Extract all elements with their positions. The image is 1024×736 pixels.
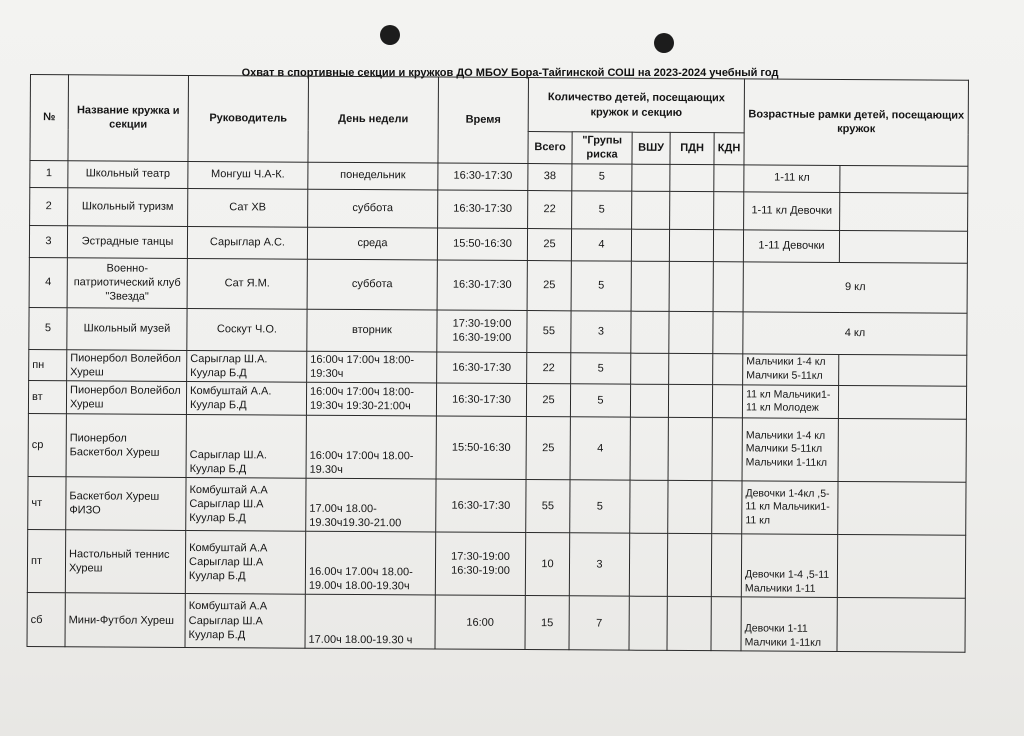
cell-extra <box>837 598 965 653</box>
cell-name: Пионербол Волейбол Хуреш <box>67 349 187 381</box>
cell-pdn <box>669 353 713 385</box>
cell-leader: Сарыглар Ш.А. Куулар Б.Д <box>187 350 307 382</box>
table-row <box>29 257 967 313</box>
cell-kdn <box>711 597 741 651</box>
cell-day: суббота <box>308 189 438 228</box>
cell-time: 17:30-19:00 16:30-19:00 <box>437 310 527 353</box>
cell-extra <box>837 535 965 599</box>
cell-age: Девочки 1-11 Малчики 1-11кл <box>741 597 837 652</box>
cell-name: Школьный туризм <box>68 187 188 226</box>
cell-vshu <box>631 229 669 261</box>
cell-name: Эстрадные танцы <box>67 225 187 258</box>
table-row <box>28 414 966 483</box>
header-total: Всего <box>528 132 572 164</box>
header-day: День недели <box>308 76 439 162</box>
cell-name: Школьный театр <box>68 160 188 188</box>
cell-num: ср <box>28 414 66 477</box>
cell-day: 16:00ч 17:00ч 18:00-19:30ч 19:30-21:00ч <box>306 382 436 416</box>
header-kdn: КДН <box>714 133 744 165</box>
header-vshu: ВШУ <box>632 132 670 164</box>
cell-vshu <box>631 353 669 385</box>
cell-leader: Сат ХВ <box>188 188 308 227</box>
cell-pdn <box>668 385 712 418</box>
cell-leader: Комбуштай А.А Сарыглар Ш.А Куулар Б.Д <box>185 531 305 595</box>
cell-time: 16:30-17:30 <box>436 383 526 417</box>
cell-time: 16:30-17:30 <box>438 163 528 191</box>
cell-pdn <box>669 311 713 353</box>
cell-risk: 3 <box>571 310 631 352</box>
cell-age: Мальчики 1-4 кл Малчики 5-11кл Мальчики 1-11кл <box>742 418 838 482</box>
cell-total: 22 <box>527 352 571 384</box>
cell-vshu <box>629 533 667 596</box>
cell-day: 16:00ч 17:00ч 18:00-19:30ч <box>307 351 437 383</box>
cell-day: 16.00ч 17.00ч 18.00-19.00ч 18.00-19.30ч <box>305 531 435 595</box>
cell-time: 15:50-16:30 <box>436 416 526 480</box>
cell-pdn <box>667 597 711 651</box>
cell-extra <box>839 230 967 263</box>
cell-vshu <box>631 311 669 353</box>
cell-kdn <box>713 353 743 385</box>
cell-total: 55 <box>527 310 571 352</box>
cell-risk: 5 <box>570 480 630 533</box>
cell-risk: 5 <box>572 190 632 228</box>
header-age: Возрастные рамки детей, посещающих кружок <box>744 79 969 166</box>
cell-risk: 3 <box>569 533 629 596</box>
cell-total: 25 <box>526 384 570 417</box>
cell-age: 1-11 кл <box>744 164 840 192</box>
cell-day: понедельник <box>308 162 438 190</box>
cell-vshu <box>630 480 668 533</box>
table-row <box>29 307 967 355</box>
cell-kdn <box>713 311 743 353</box>
cell-total: 10 <box>525 533 569 596</box>
cell-num: 3 <box>29 225 67 257</box>
cell-time: 16:30-17:30 <box>438 190 528 229</box>
header-pdn: ПДН <box>670 132 714 164</box>
cell-risk: 7 <box>569 596 629 650</box>
cell-kdn <box>713 229 743 261</box>
cell-age: 1-11 Девочки <box>743 229 839 262</box>
cell-time: 16:30-17:30 <box>437 352 527 384</box>
cell-age: 4 кл <box>743 311 967 354</box>
cell-kdn <box>714 191 744 229</box>
header-row <box>30 75 968 135</box>
cell-leader: Монгуш Ч.А-К. <box>188 161 308 189</box>
cell-leader: Соскут Ч.О. <box>187 308 307 351</box>
cell-extra <box>840 165 968 193</box>
cell-leader: Комбуштай А.А. Куулар Б.Д <box>186 382 306 416</box>
cell-num: 4 <box>29 257 67 307</box>
punch-hole <box>380 25 400 45</box>
cell-name: Баскетбол Хуреш ФИЗО <box>66 477 186 531</box>
header-num: № <box>30 75 69 161</box>
cell-day: среда <box>307 227 437 260</box>
cell-age: Девочки 1-4 ,5-11 Мальчики 1-11 <box>741 534 837 598</box>
cell-num: вт <box>28 381 66 414</box>
cell-day: 16:00ч 17:00ч 18.00-19.30ч <box>306 415 436 479</box>
cell-vshu <box>630 417 668 480</box>
cell-num: пн <box>29 349 67 381</box>
cell-total: 15 <box>525 596 569 650</box>
cell-name: Военно-патриотический клуб "Звезда" <box>67 257 187 308</box>
cell-total: 55 <box>526 480 570 533</box>
cell-total: 22 <box>528 190 572 228</box>
cell-pdn <box>670 164 714 191</box>
cell-extra <box>838 482 966 536</box>
cell-pdn <box>668 481 712 534</box>
cell-kdn <box>712 385 742 418</box>
cell-total: 25 <box>526 417 570 480</box>
cell-pdn <box>670 191 714 229</box>
header-count-group: Количество детей, посещающих кружок и секцию <box>528 78 744 133</box>
cell-age: Мальчики 1-4 кл Малчики 5-11кл <box>743 353 839 385</box>
cell-pdn <box>669 261 713 311</box>
cell-risk: 4 <box>570 417 630 480</box>
cell-leader: Сат Я.М. <box>187 258 307 309</box>
document-title: Охват в спортивные секции и кружков ДО МБОУ Бора-Тайгинской СОШ на 2023-2024 учебный год <box>241 67 779 79</box>
cell-age: 9 кл <box>743 261 967 312</box>
cell-vshu <box>632 191 670 229</box>
cell-num: 1 <box>30 160 68 187</box>
cell-kdn <box>714 164 744 191</box>
cell-leader: Комбуштай А.А Сарыглар Ш.А Куулар Б.Д <box>185 594 305 649</box>
cell-num: чт <box>28 477 66 530</box>
cell-extra <box>840 192 968 231</box>
cell-kdn <box>712 418 742 481</box>
cell-time: 15:50-16:30 <box>437 228 527 261</box>
cell-pdn <box>667 534 711 597</box>
cell-total: 38 <box>528 163 572 190</box>
cell-risk: 5 <box>572 163 632 190</box>
cell-day: 17.00ч 18.00-19.30ч19.30-21.00 <box>306 478 436 532</box>
cell-name: Мини-Футбол Хуреш <box>65 593 185 648</box>
cell-risk: 5 <box>570 384 630 417</box>
cell-pdn <box>669 229 713 261</box>
header-risk: "Групы риска <box>572 132 632 164</box>
cell-time: 16:00 <box>435 595 525 650</box>
cell-extra <box>838 386 966 420</box>
cell-day: суббота <box>307 259 437 310</box>
cell-leader: Сарыглар А.С. <box>187 226 307 259</box>
cell-total: 25 <box>527 260 571 310</box>
cell-num: 5 <box>29 307 67 349</box>
cell-vshu <box>631 261 669 311</box>
cell-total: 25 <box>527 228 571 260</box>
cell-vshu <box>629 596 667 650</box>
header-time: Время <box>438 77 529 163</box>
cell-num: 2 <box>30 187 68 225</box>
header-leader: Руководитель <box>188 75 309 161</box>
table-row <box>30 187 968 231</box>
cell-day: 17.00ч 18.00-19.30 ч <box>305 594 435 649</box>
cell-name: Школьный музей <box>67 307 187 350</box>
cell-vshu <box>630 384 668 417</box>
table-row <box>27 593 965 653</box>
table-row <box>27 530 965 599</box>
cell-age: 11 кл Мальчики1-11 кл Молодеж <box>742 385 838 419</box>
cell-time: 17:30-19:00 16:30-19:00 <box>435 532 525 596</box>
cell-kdn <box>713 261 743 311</box>
cell-risk: 4 <box>571 228 631 260</box>
cell-name: Пионербол Волейбол Хуреш <box>66 381 186 415</box>
cell-kdn <box>712 481 742 534</box>
cell-risk: 5 <box>571 260 631 310</box>
punch-hole <box>654 33 674 53</box>
cell-kdn <box>711 534 741 597</box>
cell-extra <box>838 419 966 483</box>
cell-extra <box>839 354 967 386</box>
cell-day: вторник <box>307 309 437 352</box>
cell-time: 16:30-17:30 <box>437 260 527 311</box>
cell-age: Девочки 1-4кл ,5-11 кл Мальчики1-11 кл <box>742 481 838 535</box>
table-row <box>28 477 966 536</box>
cell-num: пт <box>27 530 65 593</box>
cell-age: 1-11 кл Девочки <box>744 191 840 230</box>
cell-time: 16:30-17:30 <box>436 479 526 533</box>
activity-table <box>26 74 969 653</box>
cell-num: сб <box>27 593 65 647</box>
cell-leader: Комбуштай А.А Сарыглар Ш.А Куулар Б.Д <box>186 478 306 532</box>
cell-vshu <box>632 164 670 191</box>
header-name: Название кружка и секции <box>68 75 189 161</box>
cell-name: Пионербол Баскетбол Хуреш <box>66 414 186 478</box>
cell-risk: 5 <box>571 352 631 384</box>
cell-pdn <box>668 418 712 481</box>
cell-leader: Сарыглар Ш.А. Куулар Б.Д <box>186 415 306 479</box>
cell-name: Настольный теннис Хуреш <box>65 530 185 594</box>
